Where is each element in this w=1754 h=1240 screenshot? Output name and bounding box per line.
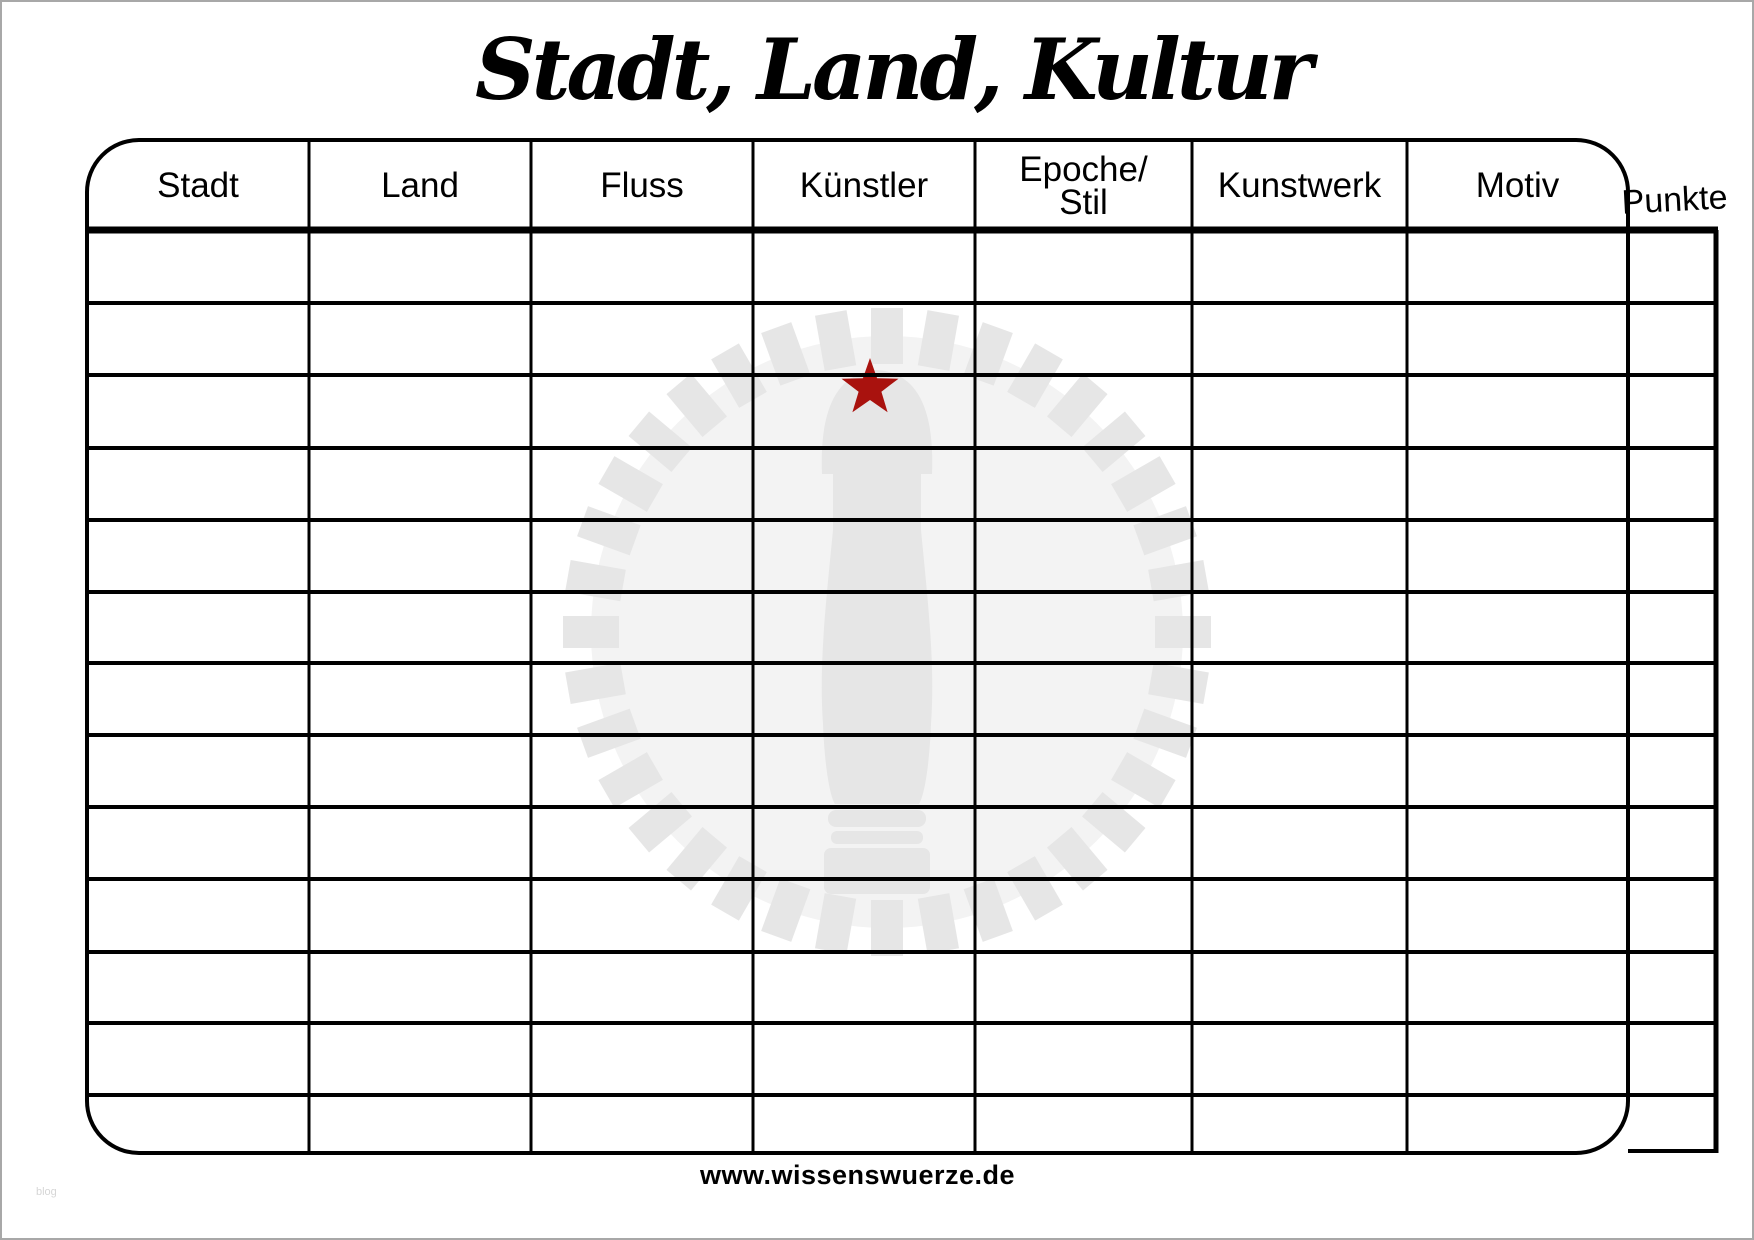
header-cell-epoche-stil (975, 142, 1192, 230)
stamp-watermark (563, 308, 1211, 956)
header-cell-motiv: Motiv (1475, 166, 1560, 206)
header-epoche-line2: Stil (1059, 183, 1108, 222)
page-title: Stadt, Land, Kultur (475, 20, 1309, 119)
header-cell-punkte: Punkte (1620, 178, 1729, 222)
corner-label: blog (36, 1186, 57, 1198)
punkte-column-border (1628, 230, 1718, 1153)
footer-url: www.wissenswuerze.de (699, 1160, 1016, 1190)
header-cell-fluss: Fluss (600, 166, 684, 206)
header-cell-land: Land (381, 166, 459, 206)
header-cell-kunstwerk: Kunstwerk (1217, 166, 1382, 206)
header-cell-stadt: Stadt (157, 166, 239, 206)
header-epoche-line1: Epoche/ (1019, 149, 1148, 189)
header-cell-kuenstler: Künstler (799, 166, 929, 206)
